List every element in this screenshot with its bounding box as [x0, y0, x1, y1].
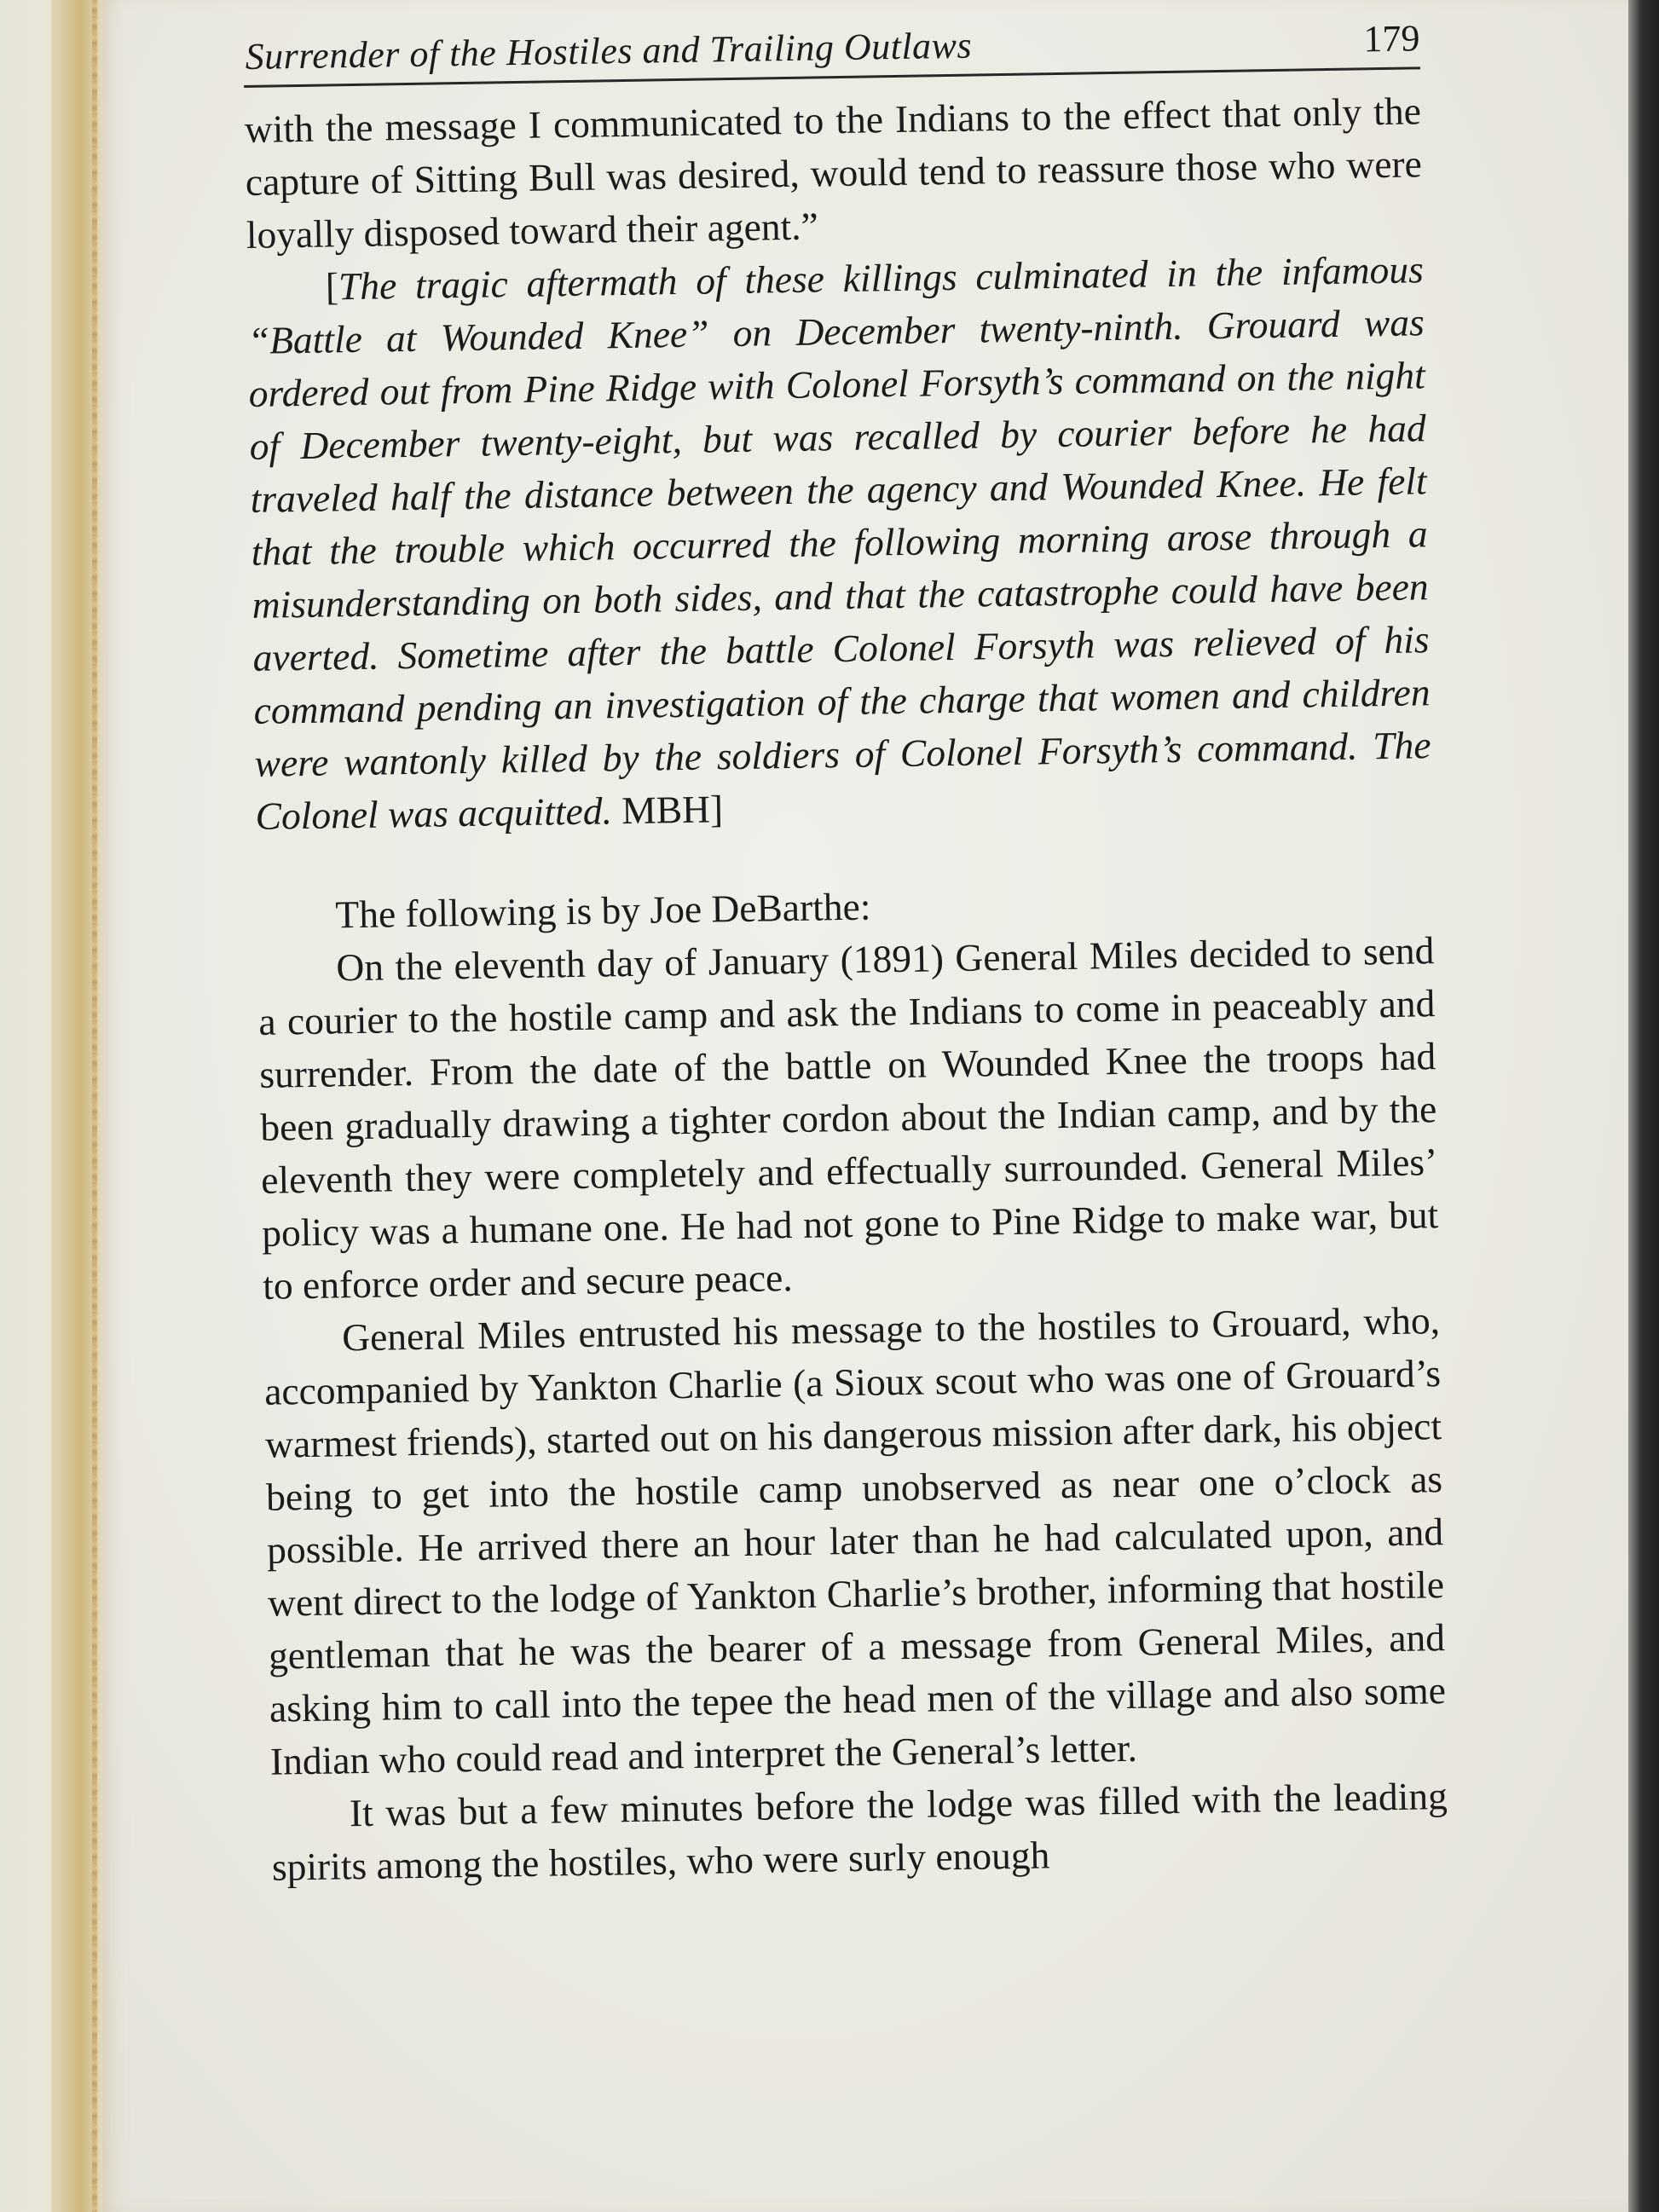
paragraph-grouard-mission: General Miles entrusted his message to the hostiles to Grouard, who, accompanied by Yankton Charlie (a Sioux scout who was one of Grouard’s warmest friends), started out on his dangerous mission after dark, his object being to get into the hostile camp unobserved as near one o’clock as possible. He arrived there an hour later than he had calculated upon, and went direct to the lodge of Yankton Charlie’s brother, informing that hostile gentleman that he was the bearer of a message from General Miles, and asking him to call into the tepee the head men of the village and also some Indian who could read and interpret the General’s letter.	[263, 1298, 1447, 1783]
page-text-block	[243, 5, 1448, 1893]
paragraph-continuation: with the message I communicated to the Indians to the effect that only the capture of Sitting Bull was desired, would tend to reassure those who were loyally disposed toward their agent.”	[244, 89, 1423, 257]
paragraph-lodge-filled: It was but a few minutes before the lodge was filled with the leading spirits among the hostiles, who were surly enough	[271, 1774, 1448, 1889]
quote-intro-paragraph: The following is by Joe DeBarthe:	[335, 884, 871, 937]
page-number: 179	[1363, 17, 1420, 61]
editor-initials: MBH]	[611, 787, 724, 833]
book-gutter	[92, 0, 97, 2212]
editorial-note-text: The tragic aftermath of these killings culminated in the infamous “Battle at Wounded Knee” on December twenty-ninth. Grouard was ordered out from Pine Ridge with Colonel Forsyth’s command on the night of December twenty-eight, but was recalled by courier before he had traveled half the distance between the agency and Wounded Knee. He felt that the trouble which occurred the following morning arose through a misunderstanding on both sides, and that the catastrophe could have been averted. Sometime after the battle Colonel Forsyth was relieved of his command pending an investigation of the charge that women and children were wantonly killed by the soldiers of Colonel Forsyth’s command. The Colonel was acquitted.	[247, 247, 1431, 838]
bracket-open: [	[325, 264, 339, 309]
facing-page-edge	[0, 0, 51, 2212]
running-title: Surrender of the Hostiles and Trailing Outlaws	[245, 24, 973, 78]
editorial-note-paragraph	[246, 243, 1432, 843]
paragraph-general-miles-courier: On the eleventh day of January (1891) General Miles decided to send a courier to the hostile camp and ask the Indians to come in peaceably and surrender. From the date of the battle on Wounded Knee the troops had been gradually drawing a tighter cordon about the Indian camp, and by the eleventh they were completely and effectually surrounded. General Miles’ policy was a humane one. He had not gone to Pine Ridge to make war, but to enforce order and secure peace.	[257, 928, 1439, 1308]
